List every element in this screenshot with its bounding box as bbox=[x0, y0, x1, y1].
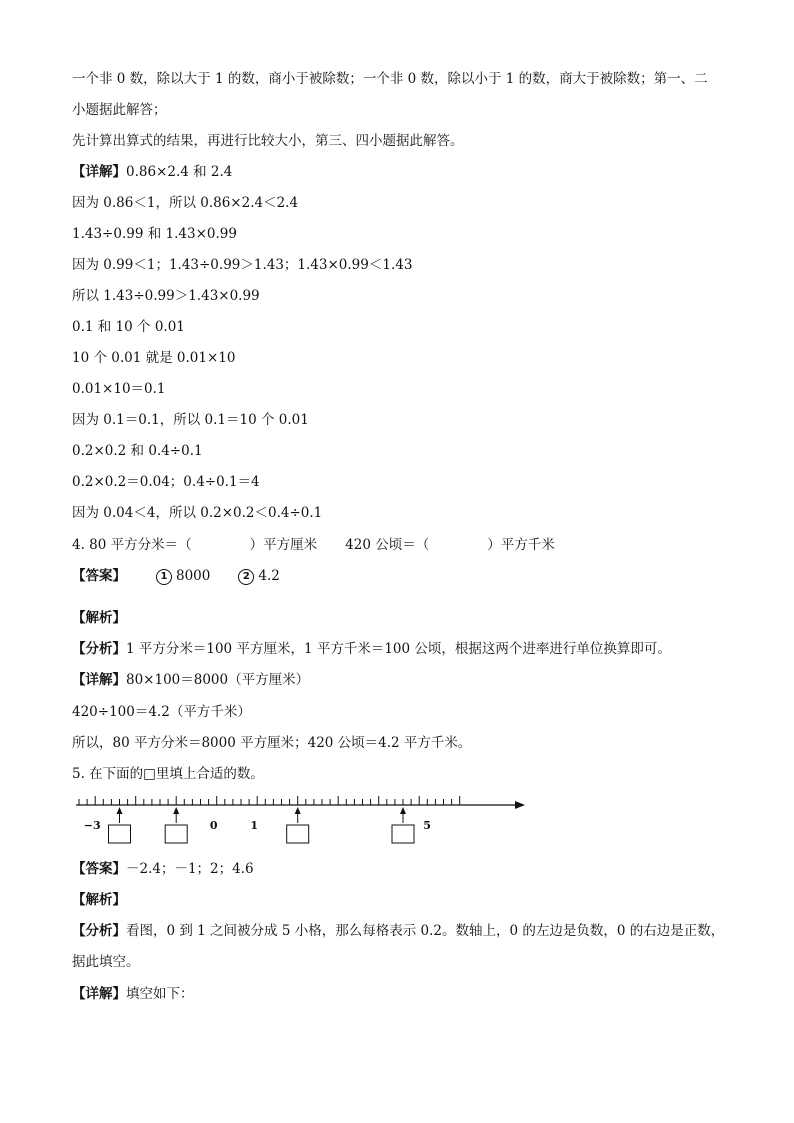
q5-fenxi bbox=[72, 922, 724, 940]
fenxi-text: 看图，0 到 1 之间被分成 5 小格，那么每格表示 0.2。数轴上，0 的左边是负数，0 的右边是正数， bbox=[126, 923, 725, 939]
q5-detail bbox=[72, 985, 194, 1003]
text-line: 420÷100＝4.2（平方千米） bbox=[72, 704, 251, 720]
q4-part1: 4. 80 平方分米＝（ bbox=[72, 537, 192, 553]
detail-text: 填空如下： bbox=[126, 986, 194, 1002]
text-line: 小题据此解答； bbox=[72, 102, 167, 118]
q4-answer bbox=[72, 567, 280, 585]
detail-text: 80×100＝8000（平方厘米） bbox=[126, 672, 310, 688]
fenxi-label: 【分析】 bbox=[72, 641, 126, 657]
q5-answer bbox=[72, 860, 254, 878]
question-5-title: 5. 在下面的□里填上合适的数。 bbox=[72, 766, 264, 782]
q4-part4: ）平方千米 bbox=[487, 537, 555, 553]
text-line: 1.43÷0.99 和 1.43×0.99 bbox=[72, 226, 237, 242]
text-line: 据此填空。 bbox=[72, 954, 140, 970]
text-line: 所以，80 平方分米＝8000 平方厘米；420 公顷＝4.2 平方千米。 bbox=[72, 735, 472, 751]
tick-label: 5 bbox=[423, 819, 431, 832]
text-line: 0.2×0.2 和 0.4÷0.1 bbox=[72, 443, 203, 459]
arrow-up-icon bbox=[173, 807, 179, 814]
answer-label: 【答案】 bbox=[72, 568, 126, 584]
text-line: 先计算出算式的结果，再进行比较大小，第三、四小题据此解答。 bbox=[72, 133, 464, 149]
q4-fenxi bbox=[72, 640, 671, 658]
q5-analysis bbox=[72, 891, 126, 909]
text-line: 0.1 和 10 个 0.01 bbox=[72, 319, 185, 335]
text-line: 因为 0.04＜4，所以 0.2×0.2＜0.4÷0.1 bbox=[72, 505, 323, 521]
question-4 bbox=[72, 536, 555, 554]
answer-box bbox=[165, 825, 187, 843]
arrow-up-icon bbox=[295, 807, 301, 814]
q4-part3: 420 公顷＝（ bbox=[345, 537, 430, 553]
text-line: 因为 0.99＜1；1.43÷0.99＞1.43；1.43×0.99＜1.43 bbox=[72, 257, 413, 273]
tick-label: 0 bbox=[209, 819, 218, 832]
q4-detail bbox=[72, 671, 309, 689]
q4-analysis bbox=[72, 609, 126, 627]
detail-line bbox=[72, 163, 232, 181]
answer-box bbox=[287, 825, 309, 843]
answer-box bbox=[392, 825, 414, 843]
analysis-label: 【解析】 bbox=[72, 610, 126, 626]
text-line: 10 个 0.01 就是 0.01×10 bbox=[72, 350, 236, 366]
number-line bbox=[70, 790, 540, 852]
circle-number-icon: 1 bbox=[156, 569, 172, 585]
answer-1: 8000 bbox=[176, 568, 211, 584]
arrow-up-icon bbox=[400, 807, 406, 814]
tick-label: −3 bbox=[83, 819, 101, 832]
arrow-right-icon bbox=[515, 801, 525, 809]
text-line: 因为 0.1＝0.1，所以 0.1＝10 个 0.01 bbox=[72, 412, 309, 428]
answer-text: －2.4；－1；2；4.6 bbox=[126, 861, 254, 877]
answer-2: 4.2 bbox=[258, 568, 280, 584]
detail-label: 【详解】 bbox=[72, 164, 126, 180]
text-line: 所以 1.43÷0.99＞1.43×0.99 bbox=[72, 288, 260, 304]
detail-label: 【详解】 bbox=[72, 672, 126, 688]
circle-number-icon: 2 bbox=[238, 569, 254, 585]
answer-box bbox=[109, 825, 131, 843]
tick-label: 1 bbox=[250, 819, 259, 832]
q4-part2: ）平方厘米 bbox=[249, 537, 318, 553]
text-line: 一个非 0 数，除以大于 1 的数，商小于被除数；一个非 0 数，除以小于 1 的数，商大于被除数；第一、二 bbox=[72, 71, 708, 87]
arrow-up-icon bbox=[117, 807, 123, 814]
detail-text: 0.86×2.4 和 2.4 bbox=[126, 164, 233, 180]
fenxi-text: 1 平方分米＝100 平方厘米，1 平方千米＝100 公顷，根据这两个进率进行单位换算即可。 bbox=[126, 641, 671, 657]
analysis-label: 【解析】 bbox=[72, 892, 126, 908]
text-line: 因为 0.86＜1，所以 0.86×2.4＜2.4 bbox=[72, 195, 299, 211]
answer-label: 【答案】 bbox=[72, 861, 126, 877]
text-line: 0.2×0.2＝0.04；0.4÷0.1＝4 bbox=[72, 474, 260, 490]
fenxi-label: 【分析】 bbox=[72, 923, 126, 939]
detail-label: 【详解】 bbox=[72, 986, 126, 1002]
text-line: 0.01×10＝0.1 bbox=[72, 381, 166, 397]
